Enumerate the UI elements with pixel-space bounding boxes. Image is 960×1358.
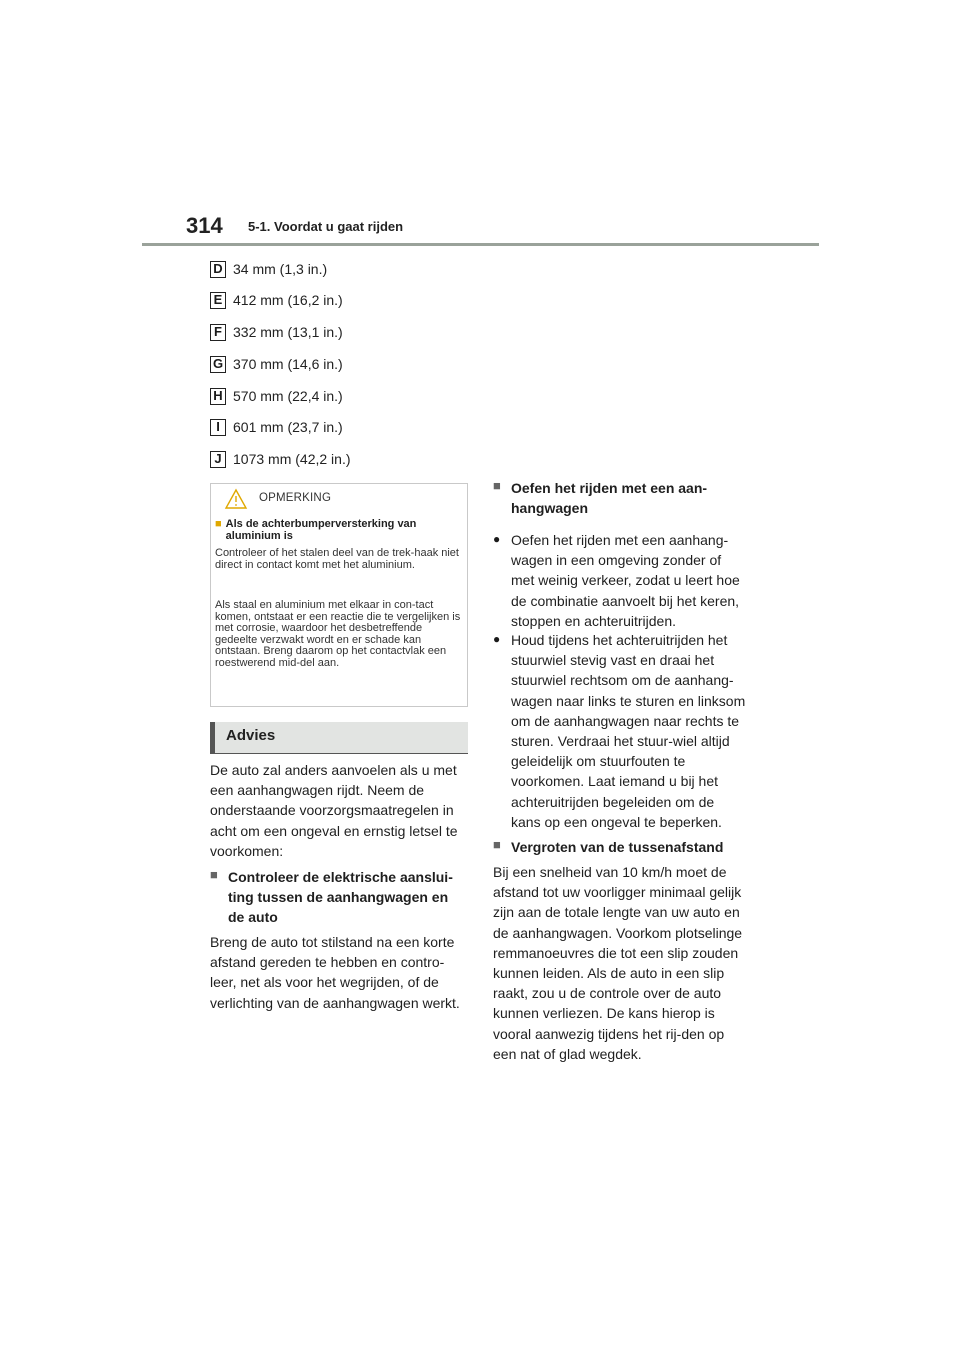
section-paragraph: Breng de auto tot stilstand na een korte afstand gereden te hebben en contro-leer, net als voor het wegrijden, of de verlichting van de aanhangwagen werkt. — [210, 934, 460, 1011]
advies-title: Advies — [226, 727, 276, 744]
section-heading-text: Oefen het rijden met een aan-hangwagen — [511, 480, 708, 517]
dimension-value: 332 mm (13,1 in.) — [233, 324, 343, 340]
dimension-item — [210, 386, 343, 406]
section-heading-text: Controleer de elektrische aanslui-ting tussen de aanhangwagen en de auto — [228, 869, 453, 926]
dimension-value: 34 mm (1,3 in.) — [233, 261, 328, 277]
dimension-letter-badge: D — [210, 261, 226, 278]
dimension-value: 412 mm (16,2 in.) — [233, 292, 343, 308]
dimension-item — [210, 449, 351, 469]
dimension-value: 601 mm (23,7 in.) — [233, 419, 343, 435]
square-bullet-icon: ■ — [493, 837, 501, 852]
dimension-item — [210, 354, 343, 374]
square-bullet-icon: ■ — [210, 867, 218, 882]
bullet-dot-icon: ● — [493, 632, 501, 646]
dimension-value: 570 mm (22,4 in.) — [233, 388, 343, 404]
dimension-letter-badge: I — [210, 419, 226, 436]
dimension-item — [210, 259, 327, 279]
note-label: OPMERKING — [259, 492, 332, 504]
bullet-text: Oefen het rijden met een aanhang-wagen in een omgeving zonder of met weinig verkeer, zodat u leert hoe de combinatie aanvoelt bij het keren, stoppen en achteruitrijden. — [511, 532, 740, 629]
dimension-value: 370 mm (14,6 in.) — [233, 356, 343, 372]
dimension-item — [210, 417, 343, 437]
section-title: 5-1. Voordat u gaat rijden — [248, 219, 404, 234]
dimension-letter-badge: H — [210, 388, 226, 405]
bullet-dot-icon: ● — [493, 532, 501, 546]
square-bullet-icon: ■ — [215, 518, 222, 530]
advies-divider — [210, 753, 468, 754]
note-paragraph: Controleer of het stalen deel van de trek-haak niet direct in contact komt met het aluminium. — [215, 547, 459, 571]
section-paragraph: Bij een snelheid van 10 km/h moet de afstand tot uw voorligger minimaal gelijk zijn aan de totale lengte van uw auto en de aanhangwagen. Voorkom plotselinge remmanoeuvres die tot een slip zouden kunnen leiden. Als de auto in een slip raakt, zou u de controle over de auto kunnen verliezen. De kans hierop is vooral aanwezig tijdens het rij-den op een nat of glad wegdek. — [493, 864, 743, 1062]
note-paragraph: Als staal en aluminium met elkaar in con-tact komen, ontstaat er een reactie die te vergelijken is met corrosie, waardoor het desbetreffende gedeelte verzwakt wordt en er schade kan ontstaan. Breng daarom op het contactvlak een roestwerend mid-del aan. — [215, 599, 461, 669]
dimension-letter-badge: E — [210, 292, 226, 309]
warning-triangle-icon — [224, 488, 248, 510]
dimension-item — [210, 322, 343, 342]
dimension-value: 1073 mm (42,2 in.) — [233, 451, 351, 467]
page-number: 314 — [186, 213, 223, 238]
note-box — [210, 483, 468, 707]
dimension-item — [210, 290, 343, 310]
dimension-letter-badge: J — [210, 451, 226, 468]
note-subheading — [215, 518, 461, 542]
advies-header — [210, 722, 468, 753]
advies-intro: De auto zal anders aanvoelen als u met een aanhangwagen rijdt. Neem de onderstaande voorzorgsmaatregelen in acht om een ongeval en ernstig letsel te voorkomen: — [210, 762, 458, 859]
dimension-letter-badge: F — [210, 324, 226, 341]
dimension-letter-badge: G — [210, 356, 226, 373]
bullet-text: Houd tijdens het achteruitrijden het stuurwiel stevig vast en draai het stuurwiel rechtsom om de aanhang-wagen naar links te sturen en linksom om de aanhangwagen naar rechts te sturen. Verdraai het stuur-wiel altijd geleidelijk om stuurfouten te voorkomen. Laat iemand u bij het achteruitrijden begeleiden om de kans op een ongeval te beperken. — [511, 632, 746, 830]
section-heading-text: Vergroten van de tussenafstand — [511, 839, 724, 855]
note-subheading-text: Als de achterbumperversterking van aluminium is — [225, 518, 417, 542]
square-bullet-icon: ■ — [493, 478, 501, 493]
header-divider — [142, 243, 819, 246]
